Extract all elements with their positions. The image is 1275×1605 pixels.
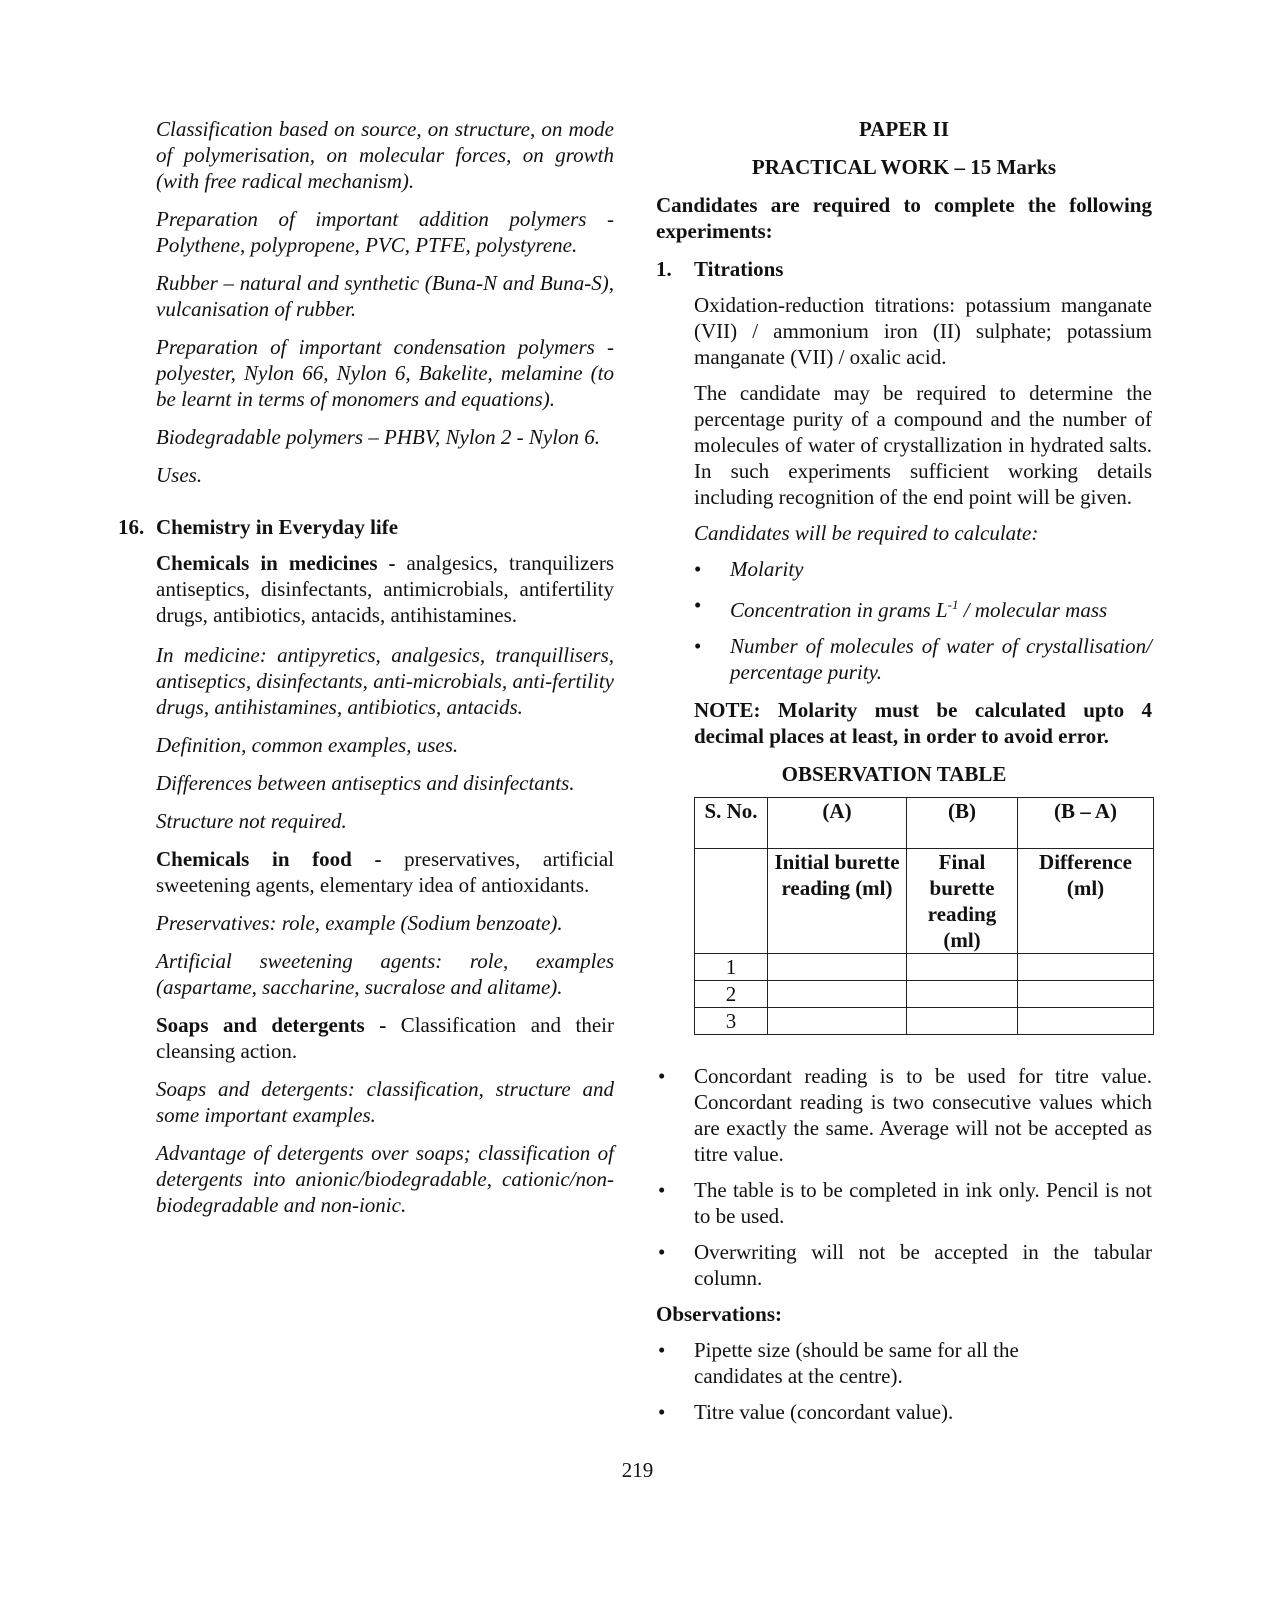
list-item <box>658 1239 1152 1291</box>
table-header-cell: Final burette reading (ml) <box>907 849 1018 954</box>
table-header-cell: (B) <box>907 798 1018 849</box>
bullet-icon: • <box>694 557 702 581</box>
bullet-icon: • <box>694 634 702 658</box>
table-cell: 2 <box>695 981 768 1008</box>
observation-table <box>694 797 1154 1035</box>
medicine-differences: Differences between antiseptics and disinfectants. <box>156 771 575 795</box>
bullet-icon: • <box>694 593 702 617</box>
superscript: -1 <box>947 597 959 612</box>
sweetening-agents: Artificial sweetening agents: role, examples (aspartame, saccharine, sucralose and alitame). <box>156 949 614 999</box>
table-cell <box>907 954 1018 981</box>
bullet-icon: • <box>658 1240 666 1264</box>
right-column <box>656 116 1152 1425</box>
soaps-classification: Soaps and detergents: classification, structure and some important examples. <box>156 1077 614 1127</box>
table-cell <box>768 1008 907 1035</box>
table-cell: 3 <box>695 1008 768 1035</box>
table-header-cell: (A) <box>768 798 907 849</box>
section-title: Titrations <box>694 257 784 281</box>
chemicals-in-medicines <box>156 550 614 628</box>
calc-list <box>694 556 1152 685</box>
condensation-polymers: Preparation of important condensation polymers - polyester, Nylon 66, Nylon 6, Bakelite, melamine (to be learnt in terms of monomers and equations). <box>156 335 614 411</box>
table-header-cell: S. No. <box>695 798 768 849</box>
medicines-text: analgesics, tranquilizers antiseptics, disinfectants, antimicrobials, antifertility drugs, antibiotics, antacids, antihistamines. <box>156 551 614 627</box>
table-cell <box>1018 981 1154 1008</box>
list-item <box>658 1337 1054 1389</box>
observations-heading: Observations: <box>656 1302 782 1326</box>
table-header-row <box>695 798 1154 849</box>
table-subheader-row <box>695 849 1154 954</box>
section-number: 1. <box>656 257 672 281</box>
titration-details: The candidate may be required to determine the percentage purity of a compound and the number of molecules of water of crystallization in hydrated salts. In such experiments sufficient working details including recognition of the end point will be given. <box>694 381 1152 509</box>
observations-list <box>658 1337 1054 1425</box>
table-header-cell: Difference (ml) <box>1018 849 1154 954</box>
table-cell <box>768 954 907 981</box>
table-row <box>695 981 1154 1008</box>
table-row <box>695 1008 1154 1035</box>
table-header-cell: (B – A) <box>1018 798 1154 849</box>
medicines-heading: Chemicals in medicines - <box>156 551 396 575</box>
medicine-structure: Structure not required. <box>156 809 347 833</box>
food-heading: Chemicals in food - <box>156 847 382 871</box>
table-cell <box>1018 1008 1154 1035</box>
soaps-and-detergents <box>156 1012 614 1064</box>
practical-title: PRACTICAL WORK – 15 Marks <box>751 155 1057 179</box>
titration-types: Oxidation-reduction titrations: potassium manganate (VII) / ammonium iron (II) sulphate; potassium manganate (VII) / oxalic acid. <box>694 293 1152 369</box>
list-item <box>694 556 1152 582</box>
list-item-text: Titre value (concordant value). <box>694 1400 954 1424</box>
polymer-classification: Classification based on source, on structure, on mode of polymerisation, on molecular forces, on growth (with free radical mechanism). <box>156 117 614 193</box>
left-column <box>118 116 614 1218</box>
table-title: OBSERVATION TABLE <box>781 762 1007 786</box>
bullet-icon: • <box>658 1178 666 1202</box>
table-cell: 1 <box>695 954 768 981</box>
bullet-icon: • <box>658 1400 666 1424</box>
medicine-detail: In medicine: antipyretics, analgesics, tranquillisers, antiseptics, disinfectants, anti-microbials, anti-fertility drugs, antihistamines, antibiotics, antacids. <box>156 643 614 719</box>
table-header-cell <box>695 849 768 954</box>
list-item-text: / molecular mass <box>958 598 1108 622</box>
table-rules-list <box>658 1063 1152 1291</box>
biodegradable-polymers: Biodegradable polymers – PHBV, Nylon 2 - Nylon 6. <box>156 425 601 449</box>
preservatives: Preservatives: role, example (Sodium benzoate). <box>156 911 563 935</box>
calc-intro: Candidates will be required to calculate: <box>694 521 1039 545</box>
chemicals-in-food <box>156 846 614 898</box>
table-cell <box>907 1008 1018 1035</box>
food-text: preservatives, artificial sweetening agents, elementary idea of antioxidants. <box>156 847 615 897</box>
soaps-heading: Soaps and detergents - <box>156 1013 387 1037</box>
list-item-text: Overwriting will not be accepted in the tabular column. <box>694 1240 1152 1290</box>
list-item-text: Concordant reading is to be used for titre value. Concordant reading is two consecutive values which are exactly the same. Average will not be accepted as titre value. <box>694 1064 1152 1166</box>
list-item <box>694 592 1152 623</box>
list-item <box>694 633 1152 685</box>
section-1-heading <box>656 256 1152 282</box>
section-title: Chemistry in Everyday life <box>156 515 399 539</box>
list-item-text: Pipette size (should be same for all the candidates at the centre). <box>694 1338 1019 1388</box>
list-item-text: Number of molecules of water of crystallisation/ percentage purity. <box>730 634 1152 684</box>
detergent-advantages: Advantage of detergents over soaps; classification of detergents into anionic/biodegradable, cationic/non-biodegradable and non-ionic. <box>156 1141 614 1217</box>
intro: Candidates are required to complete the following experiments: <box>656 193 1152 243</box>
medicine-definition: Definition, common examples, uses. <box>156 733 459 757</box>
addition-polymers: Preparation of important addition polymers - Polythene, polypropene, PVC, PTFE, polystyrene. <box>156 207 614 257</box>
table-row <box>695 954 1154 981</box>
uses: Uses. <box>156 463 203 487</box>
list-item-text: Molarity <box>730 557 804 581</box>
table-cell <box>1018 954 1154 981</box>
bullet-icon: • <box>658 1338 666 1362</box>
table-cell <box>768 981 907 1008</box>
list-item <box>658 1177 1152 1229</box>
page-number: 219 <box>621 1458 654 1482</box>
list-item <box>658 1063 1152 1167</box>
list-item <box>658 1399 1054 1425</box>
list-item-text: Concentration in grams L <box>730 598 948 622</box>
section-number: 16. <box>118 515 145 539</box>
rubber: Rubber – natural and synthetic (Buna-N and Buna-S), vulcanisation of rubber. <box>156 271 614 321</box>
list-item-text: The table is to be completed in ink only. Pencil is not to be used. <box>694 1178 1152 1228</box>
section-16-heading <box>118 514 614 540</box>
paper-title: PAPER II <box>858 117 950 141</box>
bullet-icon: • <box>658 1064 666 1088</box>
table-header-cell: Initial burette reading (ml) <box>768 849 907 954</box>
note: NOTE: Molarity must be calculated upto 4 decimal places at least, in order to avoid error. <box>694 698 1152 748</box>
soaps-text: Classification and their cleansing action. <box>156 1013 614 1063</box>
table-cell <box>907 981 1018 1008</box>
